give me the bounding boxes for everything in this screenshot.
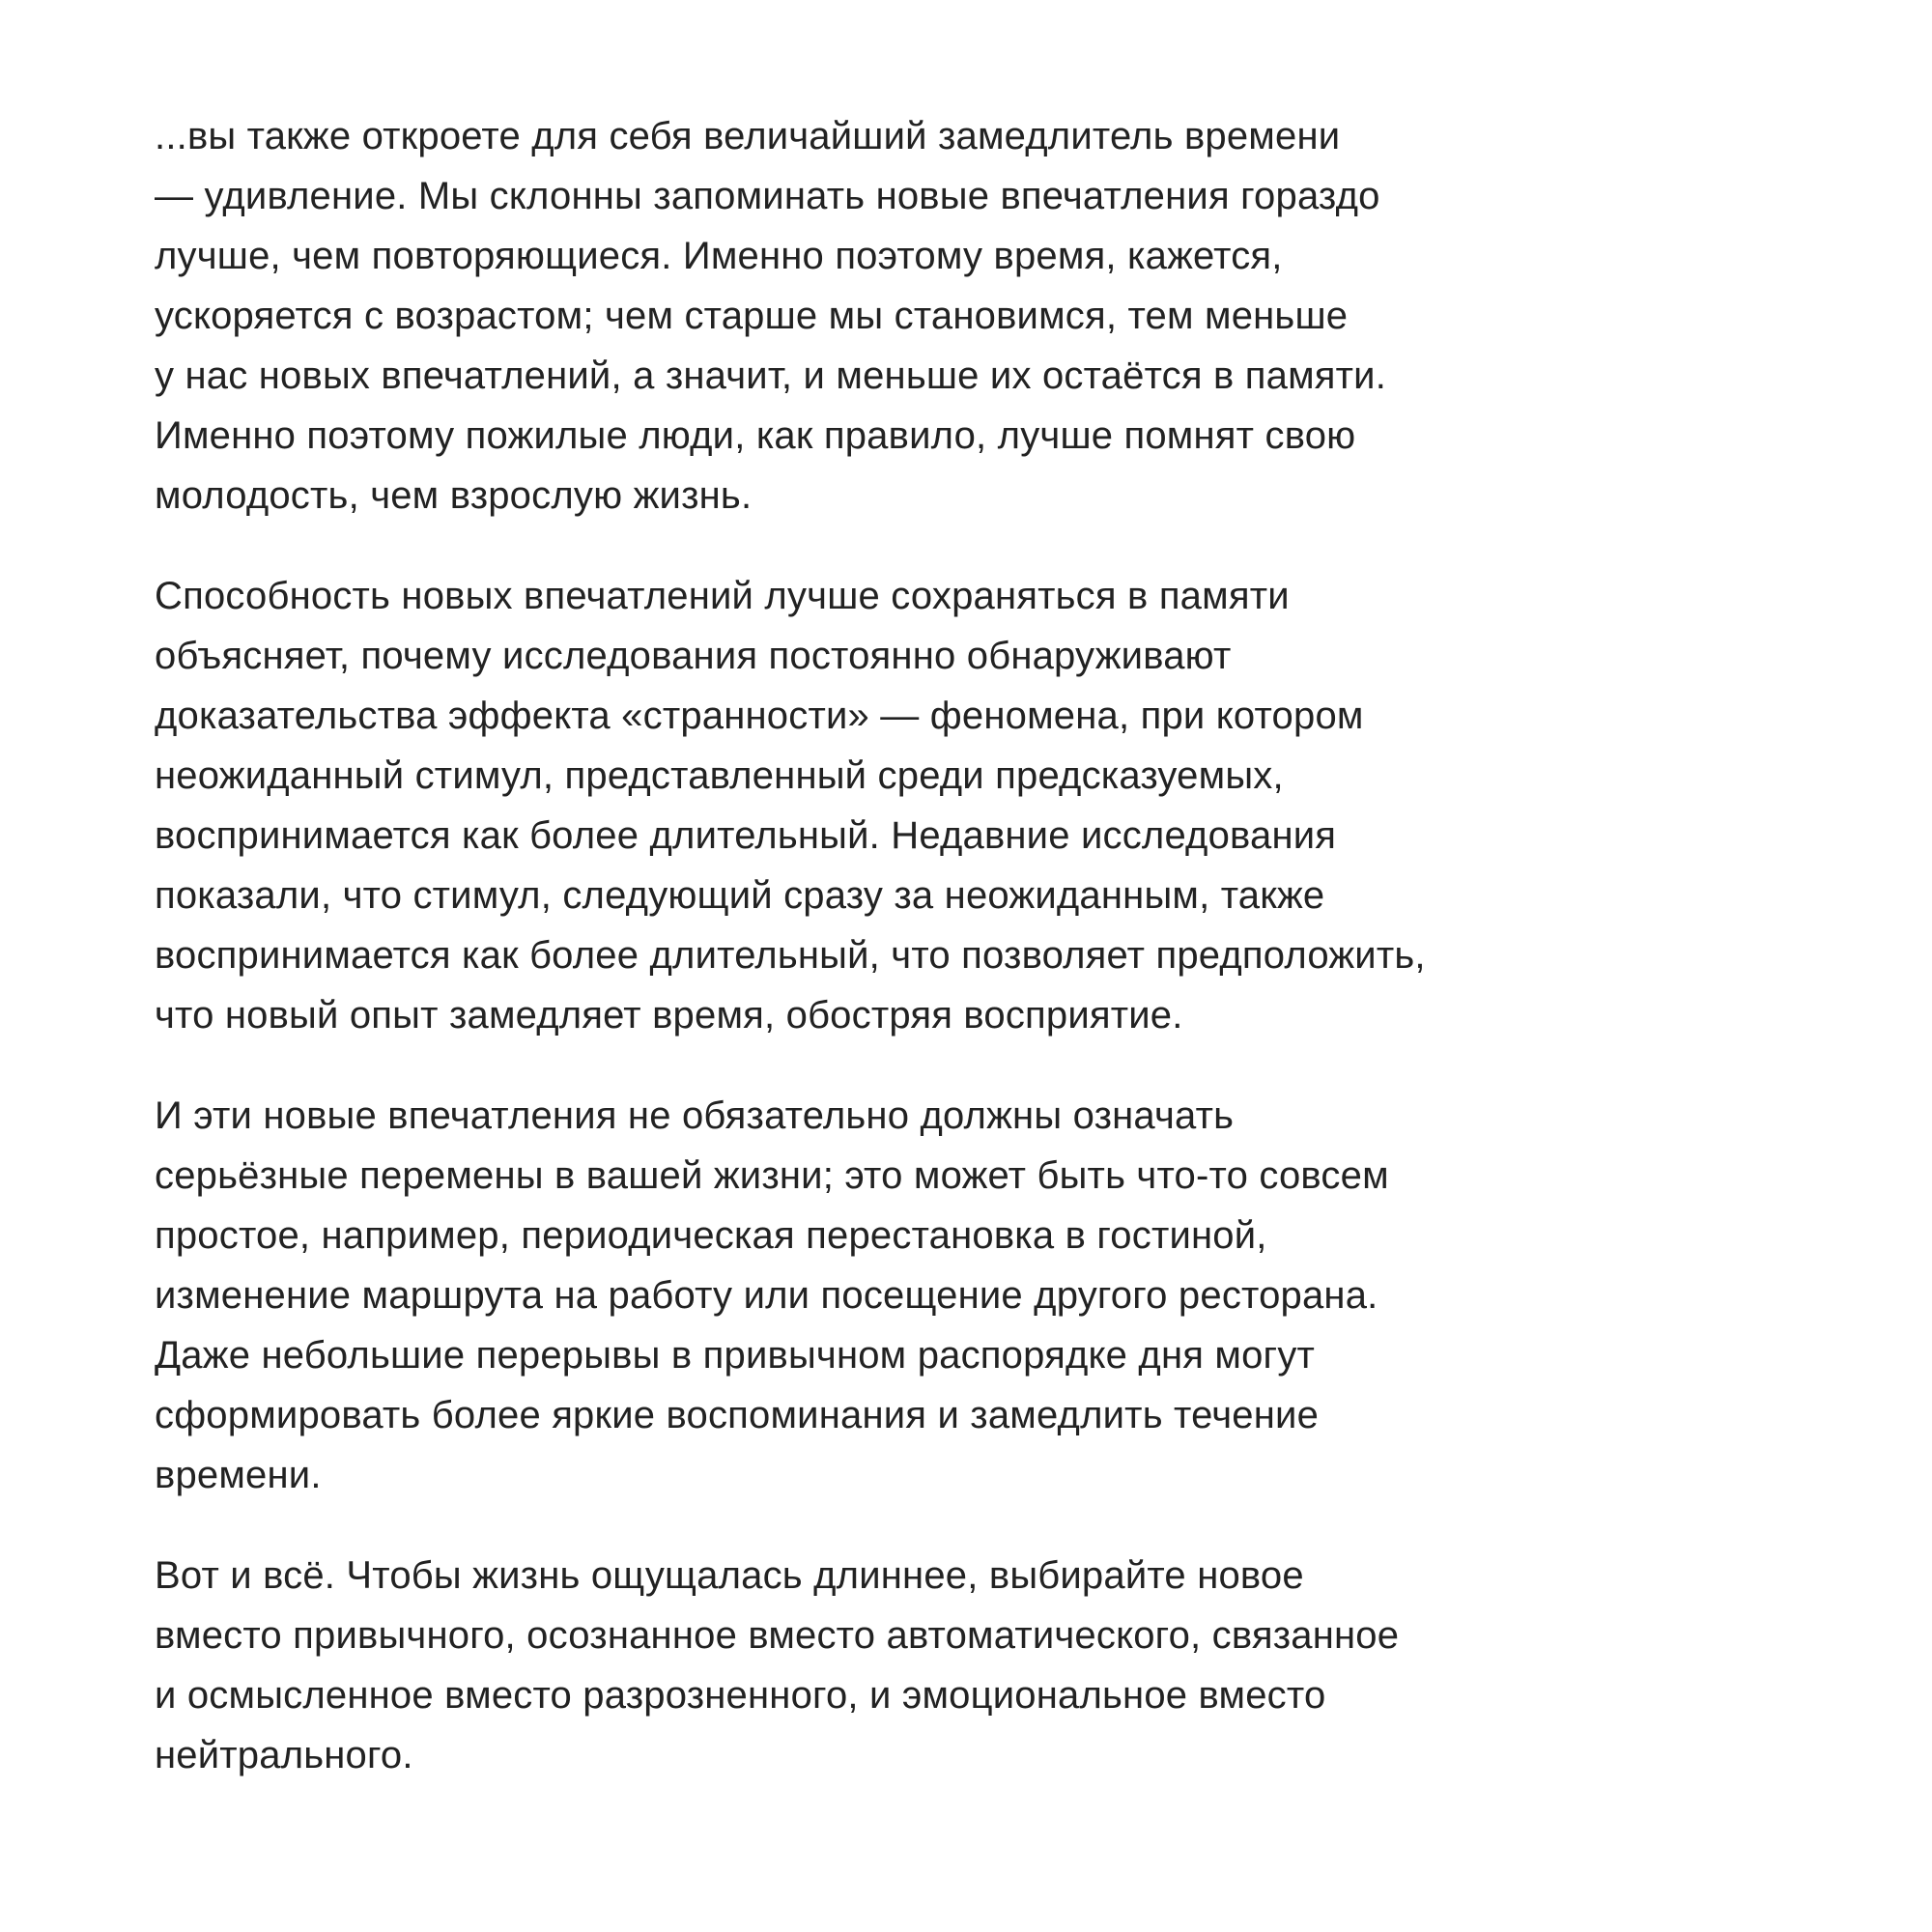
text-line: нейтрального. [155, 1734, 413, 1776]
text-line: молодость, чем взрослую жизнь. [155, 474, 753, 517]
text-line: вместо привычного, осознанное вместо автоматического, связанное [155, 1614, 1400, 1657]
text-line: Вот и всё. Чтобы жизнь ощущалась длиннее, выбирайте новое [155, 1554, 1304, 1597]
text-line: и осмысленное вместо разрозненного, и эмоциональное вместо [155, 1674, 1326, 1717]
paragraph-2 [155, 566, 1816, 1045]
text-line: неожиданный стимул, представленный среди предсказуемых, [155, 754, 1284, 797]
text-line: показали, что стимул, следующий сразу за неожиданным, также [155, 874, 1325, 917]
text-line: что новый опыт замедляет время, обостряя восприятие. [155, 994, 1183, 1037]
text-line: времени. [155, 1454, 322, 1496]
text-line: лучше, чем повторяющиеся. Именно поэтому время, кажется, [155, 235, 1283, 277]
paragraph-1 [155, 106, 1816, 526]
text-line: ускоряется с возрастом; чем старше мы становимся, тем меньше [155, 295, 1349, 337]
text-line: изменение маршрута на работу или посещение другого ресторана. [155, 1274, 1378, 1317]
body-text [155, 106, 1816, 1785]
text-line: сформировать более яркие воспоминания и замедлить течение [155, 1394, 1320, 1436]
paragraph-3 [155, 1086, 1816, 1505]
text-line: простое, например, периодическая перестановка в гостиной, [155, 1214, 1267, 1257]
text-line: Именно поэтому пожилые люди, как правило, лучше помнят свою [155, 414, 1356, 457]
text-line: серьёзные перемены в вашей жизни; это может быть что-то совсем [155, 1154, 1389, 1197]
paragraph-4 [155, 1546, 1816, 1785]
text-line: у нас новых впечатлений, а значит, и меньше их остаётся в памяти. [155, 355, 1387, 397]
text-line: воспринимается как более длительный. Недавние исследования [155, 814, 1337, 857]
text-line: Даже небольшие перерывы в привычном распорядке дня могут [155, 1334, 1316, 1377]
text-line: — удивление. Мы склонны запоминать новые впечатления гораздо [155, 175, 1380, 217]
text-line: И эти новые впечатления не обязательно должны означать [155, 1094, 1235, 1137]
text-line: ...вы также откроете для себя величайший замедлитель времени [155, 115, 1341, 157]
text-line: Способность новых впечатлений лучше сохраняться в памяти [155, 575, 1290, 617]
text-line: объясняет, почему исследования постоянно обнаруживают [155, 635, 1232, 677]
text-line: доказательства эффекта «странности» — феномена, при котором [155, 695, 1364, 737]
text-line: воспринимается как более длительный, что позволяет предположить, [155, 934, 1426, 977]
